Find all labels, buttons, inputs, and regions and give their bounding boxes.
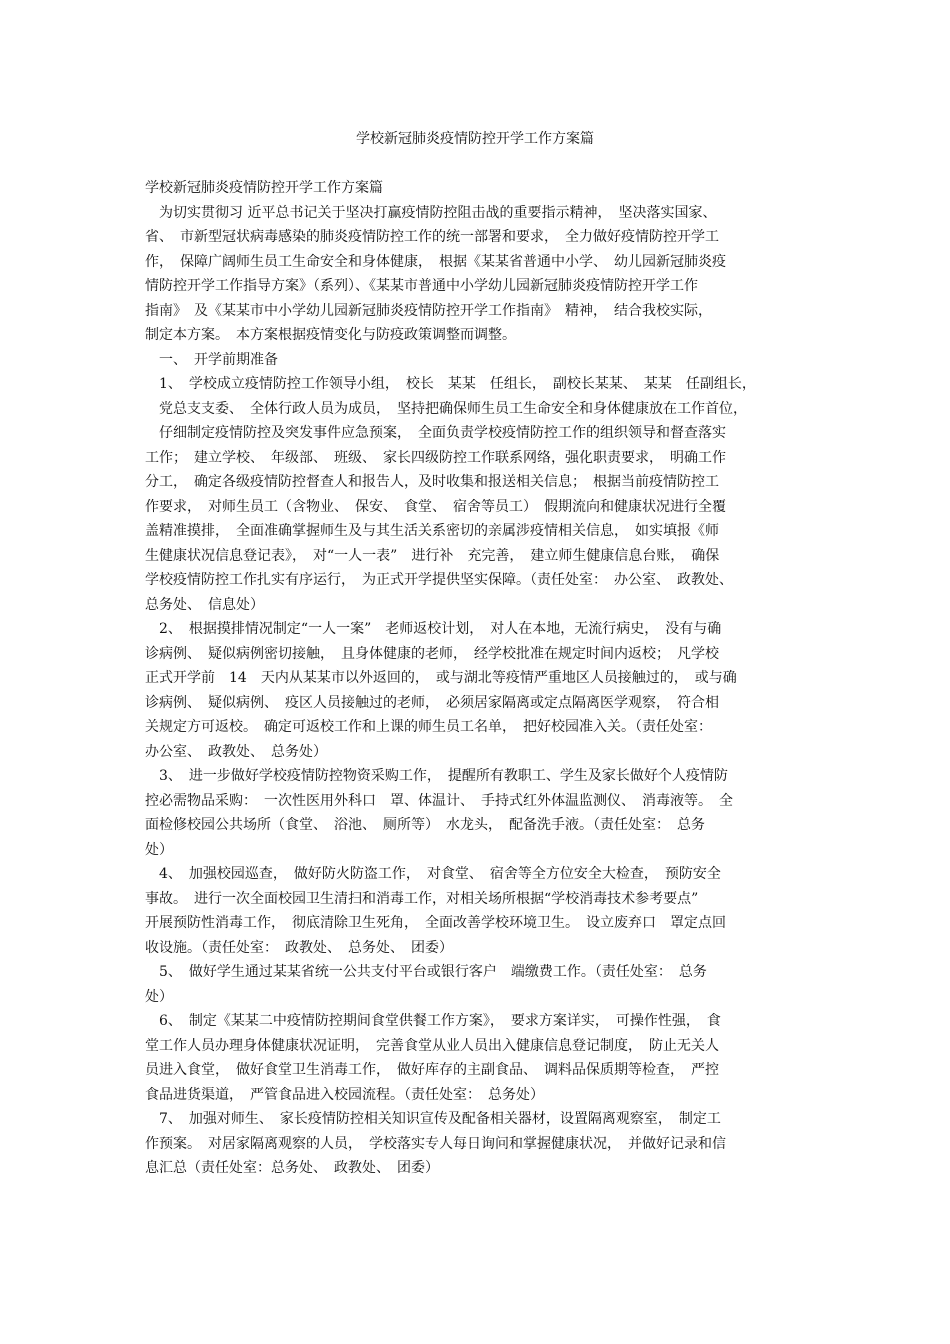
section-heading: 一、 开学前期准备 bbox=[145, 351, 278, 368]
text-line: 面检修校园公共场所（食堂、 浴池、 厕所等） 水龙头， 配备洗手液。（责任处室： 总务 bbox=[145, 817, 705, 833]
document-body bbox=[145, 176, 811, 1181]
text-line: 关规定方可返校。 确定可返校工作和上课的师生员工名单， 把好校园准入关。（责任处室： bbox=[145, 719, 712, 735]
text-line: 总务处、 信息处） bbox=[145, 596, 264, 613]
text-line: 党总支支委、 全体行政人员为成员， 坚持把确保师生员工生命安全和身体健康放在工作首位， bbox=[145, 400, 747, 417]
text-line: 工作； 建立学校、 年级部、 班级、 家长四级防控工作联系网络，强化职责要求， 明确工作 bbox=[145, 449, 726, 466]
text-line: 7、 加强对师生、 家长疫情防控相关知识宣传及配备相关器材，设置隔离观察室， 制定工 bbox=[145, 1111, 721, 1127]
text-line: 制定本方案。 本方案根据疫情变化与防疫政策调整而调整。 bbox=[145, 327, 516, 343]
text-line: 盖精准摸排， 全面准确掌握师生及与其生活关系密切的亲属涉疫情相关信息， 如实填报《师 bbox=[145, 523, 719, 539]
text-line: 生健康状况信息登记表》， 对“一人一表” 进行补 充完善， 建立师生健康信息台账， 确保 bbox=[145, 547, 720, 564]
text-line: 处） bbox=[145, 841, 173, 858]
text-line: 指南》 及《某某市中小学幼儿园新冠肺炎疫情防控开学工作指南》 精神， 结合我校实际， bbox=[145, 302, 712, 319]
text-line: 息汇总（责任处室：总务处、 政教处、 团委） bbox=[145, 1160, 439, 1176]
text-line: 正式开学前 14 天内从某某市以外返回的， 或与湖北等疫情严重地区人员接触过的， 或与确 bbox=[145, 670, 737, 686]
text-line: 作预案。 对居家隔离观察的人员， 学校落实专人每日询问和掌握健康状况， 并做好记录和信 bbox=[145, 1135, 726, 1152]
text-line: 4、 加强校园巡查， 做好防火防盗工作， 对食堂、 宿舍等全方位安全大检查， 预防安全 bbox=[145, 866, 721, 882]
text-line: 学校疫情防控工作扎实有序运行， 为正式开学提供坚实保障。（责任处室： 办公室、 政教处、 bbox=[145, 572, 733, 588]
text-line: 为切实贯彻习 近平总书记关于坚决打赢疫情防控阻击战的重要指示精神， 坚决落实国家、 bbox=[145, 204, 717, 221]
text-line: 省、 市新型冠状病毒感染的肺炎疫情防控工作的统一部署和要求， 全力做好疫情防控开学工 bbox=[145, 229, 719, 245]
text-line: 诊病例、 疑似病例、 疫区人员接触过的老师， 必须居家隔离或定点隔离医学观察， 符合相 bbox=[145, 694, 719, 711]
text-line: 1、 学校成立疫情防控工作领导小组， 校长 某某 任组长， 副校长某某、 某某 任副组长， bbox=[145, 376, 756, 392]
text-line: 6、 制定《某某二中疫情防控期间食堂供餐工作方案》， 要求方案详实， 可操作性强， 食 bbox=[145, 1013, 721, 1029]
text-line: 2、 根据摸排情况制定“一人一案” 老师返校计划， 对人在本地，无流行病史， 没有与确 bbox=[145, 621, 722, 637]
text-line: 开展预防性消毒工作， 彻底清除卫生死角， 全面改善学校环境卫生。 设立废弃口 罩定点回 bbox=[145, 915, 726, 931]
text-line: 事故。 进行一次全面校园卫生清扫和消毒工作，对相关场所根据“学校消毒技术参考要点” bbox=[145, 890, 699, 907]
text-line: 3、 进一步做好学校疫情防控物资采购工作， 提醒所有教职工、学生及家长做好个人疫情防 bbox=[145, 768, 728, 784]
text-line: 控必需物品采购： 一次性医用外科口 罩、体温计、 手持式红外体温监测仪、 消毒液等。 全 bbox=[145, 792, 733, 809]
document-title: 学校新冠肺炎疫情防控开学工作方案篇 bbox=[356, 131, 594, 147]
text-line: 5、 做好学生通过某某省统一公共支付平台或银行客户 端缴费工作。（责任处室： 总务 bbox=[145, 964, 707, 980]
text-line: 食品进货渠道， 严管食品进入校园流程。（责任处室： 总务处） bbox=[145, 1086, 544, 1103]
text-line: 员进入食堂， 做好食堂卫生消毒工作， 做好库存的主副食品、 调料品保质期等检查， 严控 bbox=[145, 1062, 719, 1078]
document-subtitle: 学校新冠肺炎疫情防控开学工作方案篇 bbox=[145, 180, 383, 196]
text-line: 分工， 确定各级疫情防控督查人和报告人，及时收集和报送相关信息； 根据当前疫情防控工 bbox=[145, 474, 719, 490]
text-line: 作， 保障广阔师生员工生命安全和身体健康， 根据《某某省普通中小学、 幼儿园新冠肺炎疫 bbox=[145, 253, 726, 270]
text-line: 诊病例、 疑似病例密切接触， 且身体健康的老师， 经学校批准在规定时间内返校； 凡学校 bbox=[145, 645, 719, 662]
text-line: 情防控开学工作指导方案》（系列）、《某某市普通中小学幼儿园新冠肺炎疫情防控开学工作 bbox=[145, 278, 698, 294]
text-line: 仔细制定疫情防控及突发事件应急预案， 全面负责学校疫情防控工作的组织领导和督查落实 bbox=[145, 425, 726, 441]
text-line: 收设施。（责任处室： 政教处、 总务处、 团委） bbox=[145, 939, 453, 956]
text-line: 作要求， 对师生员工（含物业、 保安、 食堂、 宿舍等员工） 假期流向和健康状况进行全覆 bbox=[145, 498, 726, 515]
text-line: 堂工作人员办理身体健康状况证明， 完善食堂从业人员出入健康信息登记制度， 防止无关人 bbox=[145, 1037, 719, 1054]
text-line: 办公室、 政教处、 总务处） bbox=[145, 743, 327, 760]
text-line: 处） bbox=[145, 988, 173, 1005]
